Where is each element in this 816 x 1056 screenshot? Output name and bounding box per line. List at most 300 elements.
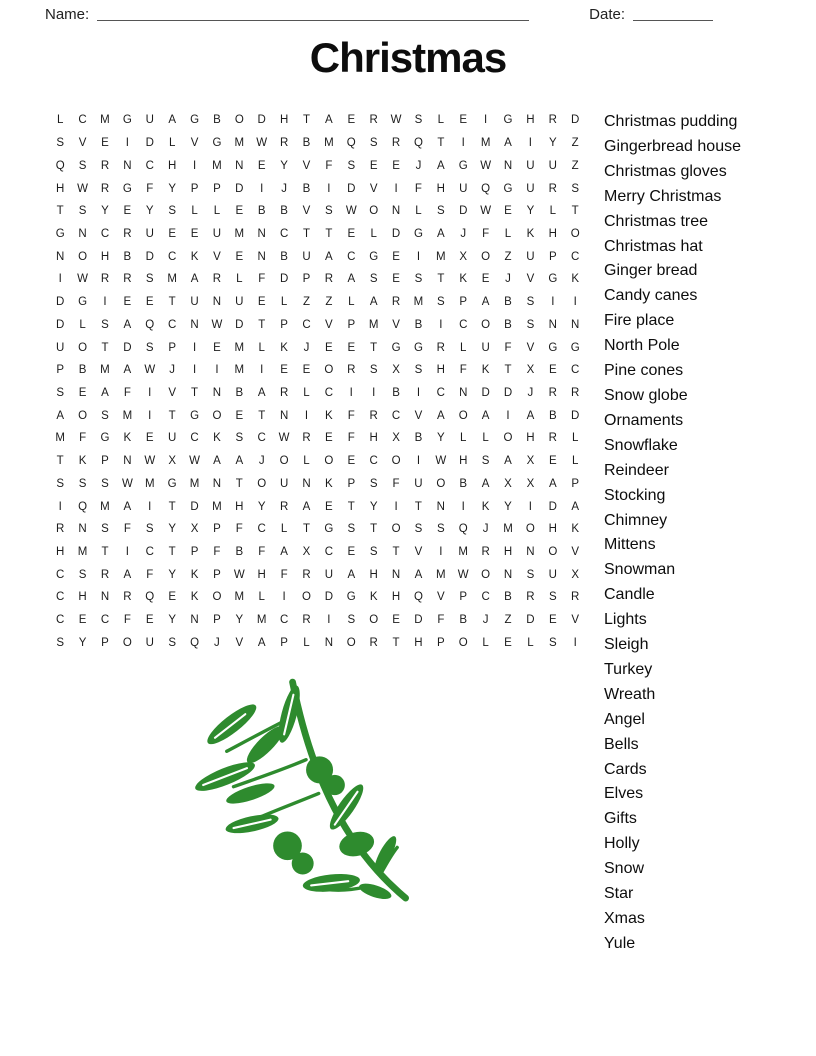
grid-letter: E [168, 227, 176, 240]
grid-letter: L [549, 205, 556, 218]
grid-letter: H [369, 432, 378, 445]
grid-letter: H [56, 546, 65, 559]
grid-letter: Y [145, 205, 154, 218]
grid-letter: Z [302, 296, 310, 309]
grid-letter: B [302, 137, 311, 150]
branch-leaves-and-olives [192, 684, 400, 903]
grid-letter: G [458, 159, 468, 172]
grid-letter: G [346, 591, 356, 604]
grid-letter: U [526, 182, 535, 195]
grid-letter: G [122, 114, 132, 127]
grid-letter: S [526, 318, 535, 331]
grid-letter: C [436, 386, 445, 399]
grid-letter: C [167, 250, 177, 263]
grid-letter: H [78, 591, 87, 604]
grid-letter: I [215, 364, 219, 377]
word-list [604, 110, 741, 957]
grid-letter: S [56, 477, 65, 490]
grid-letter: L [213, 205, 221, 218]
grid-letter: V [302, 205, 311, 218]
grid-letter: C [279, 614, 289, 627]
grid-letter: H [369, 568, 378, 581]
grid-letter: T [437, 273, 445, 286]
grid-letter: E [347, 341, 356, 354]
grid-letter: R [56, 523, 65, 536]
word-list-item: Merry Christmas [604, 187, 722, 205]
grid-letter: C [167, 318, 177, 331]
grid-letter: T [258, 409, 266, 422]
grid-letter: O [548, 546, 558, 559]
grid-letter: O [481, 250, 491, 263]
grid-letter: G [413, 341, 423, 354]
grid-letter: N [302, 477, 311, 490]
grid-letter: P [213, 568, 221, 581]
grid-letter: B [392, 386, 400, 399]
grid-letter: V [414, 546, 423, 559]
grid-letter: S [414, 114, 423, 127]
grid-letter: T [168, 409, 176, 422]
grid-letter: B [235, 386, 244, 399]
grid-letter: Q [458, 523, 468, 536]
grid-letter: V [392, 318, 400, 331]
grid-letter: F [258, 546, 266, 559]
grid-letter: W [480, 205, 492, 218]
grid-letter: I [192, 341, 197, 354]
grid-letter: L [303, 636, 310, 649]
grid-letter: J [482, 614, 489, 627]
grid-letter: K [526, 227, 535, 240]
grid-letter: B [504, 296, 512, 309]
grid-letter: B [213, 114, 221, 127]
grid-letter: X [526, 364, 535, 377]
grid-letter: E [145, 614, 154, 627]
grid-letter: D [235, 318, 244, 331]
grid-letter: O [78, 250, 88, 263]
grid-letter: K [190, 568, 199, 581]
grid-letter: E [392, 614, 400, 627]
grid-letter: I [573, 636, 577, 649]
grid-letter: N [190, 614, 199, 627]
grid-letter: S [56, 137, 65, 150]
grid-letter: D [414, 614, 423, 627]
grid-letter: B [257, 205, 266, 218]
grid-letter: R [548, 386, 557, 399]
grid-letter: D [145, 137, 154, 150]
grid-letter: L [415, 205, 422, 218]
grid-letter: P [190, 546, 199, 559]
grid-letter: L [504, 227, 512, 240]
grid-letter: D [235, 182, 244, 195]
grid-letter: M [234, 137, 245, 150]
grid-letter: Q [413, 591, 423, 604]
grid-letter: C [324, 386, 334, 399]
grid-letter: I [148, 500, 152, 513]
grid-letter: R [571, 386, 580, 399]
grid-letter: U [190, 296, 199, 309]
grid-letter: R [391, 296, 401, 309]
grid-letter: L [460, 432, 467, 445]
grid-letter: D [56, 296, 65, 309]
grid-letter: C [56, 591, 65, 604]
grid-letter: T [370, 341, 378, 354]
grid-letter: K [571, 273, 580, 286]
word-list-item: Mittens [604, 536, 656, 554]
grid-letter: W [189, 455, 200, 468]
grid-letter: T [56, 455, 64, 468]
grid-letter: F [437, 614, 445, 627]
grid-letter: U [324, 568, 334, 581]
grid-letter: I [304, 409, 309, 422]
grid-letter: V [190, 137, 199, 150]
grid-letter: W [390, 114, 402, 127]
grid-letter: K [481, 364, 490, 377]
grid-letter: O [481, 318, 491, 331]
word-list-item: Yule [604, 934, 636, 952]
word-list-item: Angel [604, 710, 645, 728]
grid-letter: P [56, 364, 65, 377]
grid-letter: A [481, 409, 490, 422]
grid-letter: A [56, 409, 65, 422]
word-list-item: Christmas tree [604, 212, 709, 230]
grid-letter: V [414, 409, 423, 422]
grid-letter: E [302, 364, 311, 377]
grid-letter: E [325, 341, 333, 354]
grid-letter: F [347, 409, 355, 422]
grid-letter: I [528, 137, 532, 150]
grid-letter: H [436, 182, 445, 195]
grid-letter: R [548, 182, 557, 195]
grid-letter: A [481, 296, 490, 309]
word-list-item: Elves [604, 785, 644, 803]
grid-letter: E [257, 159, 266, 172]
grid-letter: C [145, 546, 154, 559]
grid-letter: C [100, 227, 110, 240]
grid-letter: R [481, 546, 490, 559]
grid-letter: I [416, 455, 421, 468]
grid-letter: H [548, 227, 557, 240]
word-list-item: Gingerbread house [604, 137, 741, 155]
grid-letter: J [415, 159, 422, 172]
grid-letter: H [526, 432, 535, 445]
grid-letter: L [303, 386, 310, 399]
grid-letter: R [123, 591, 132, 604]
grid-letter: E [101, 137, 109, 150]
grid-letter: P [347, 318, 356, 331]
grid-letter: I [58, 273, 62, 286]
grid-letter: I [484, 114, 488, 127]
grid-letter: D [481, 386, 490, 399]
grid-letter: X [526, 455, 535, 468]
grid-letter: W [457, 568, 469, 581]
grid-letter: P [459, 296, 468, 309]
grid-letter: N [503, 568, 513, 581]
grid-letter: P [213, 523, 221, 536]
grid-letter: I [349, 386, 353, 399]
grid-letter: U [145, 227, 154, 240]
grid-letter: L [258, 591, 265, 604]
grid-letter: S [78, 568, 87, 581]
grid-letter: G [212, 137, 222, 150]
grid-letter: N [391, 205, 401, 218]
grid-letter: O [525, 523, 535, 536]
grid-letter: E [235, 205, 244, 218]
grid-letter: L [482, 432, 489, 445]
grid-letter: E [145, 296, 154, 309]
grid-letter: D [459, 205, 468, 218]
grid-letter: M [122, 409, 133, 422]
word-list-item: Pine cones [604, 362, 684, 380]
grid-letter: Y [78, 636, 87, 649]
grid-letter: Q [145, 591, 155, 604]
grid-letter: T [235, 477, 243, 490]
grid-letter: S [347, 523, 356, 536]
grid-letter: T [392, 546, 400, 559]
grid-letter: C [190, 432, 199, 445]
grid-letter: T [56, 205, 64, 218]
grid-letter: B [504, 591, 512, 604]
grid-letter: O [436, 477, 446, 490]
grid-letter: S [526, 296, 535, 309]
grid-letter: S [325, 205, 333, 218]
grid-letter: N [257, 250, 266, 263]
grid-letter: U [302, 250, 311, 263]
grid-letter: R [369, 114, 378, 127]
grid-letter: V [168, 386, 176, 399]
grid-letter: T [571, 205, 579, 218]
grid-letter: R [324, 273, 334, 286]
grid-letter: L [527, 636, 534, 649]
grid-letter: J [482, 523, 489, 536]
grid-letter: D [190, 500, 199, 513]
grid-letter: L [56, 114, 64, 127]
grid-letter: D [571, 114, 580, 127]
grid-letter: T [347, 500, 355, 513]
grid-letter: S [414, 523, 423, 536]
grid-letter: A [526, 409, 535, 422]
grid-letter: M [436, 250, 446, 263]
grid-letter: Q [78, 500, 88, 513]
grid-letter: V [235, 636, 244, 649]
grid-letter: Z [571, 137, 579, 150]
grid-letter: R [100, 159, 110, 172]
grid-letter: V [78, 137, 87, 150]
grid-letter: K [459, 273, 468, 286]
grid-letter: E [168, 591, 176, 604]
grid-letter: A [302, 500, 311, 513]
grid-letter: U [56, 341, 65, 354]
grid-letter: A [347, 568, 356, 581]
grid-letter: Z [504, 250, 512, 263]
grid-letter: U [235, 296, 244, 309]
word-list-item: Snowflake [604, 436, 678, 454]
grid-letter: Y [101, 205, 109, 218]
grid-letter: R [212, 273, 222, 286]
grid-letter: S [78, 477, 87, 490]
grid-letter: I [394, 500, 398, 513]
grid-letter: P [101, 455, 109, 468]
grid-letter: X [168, 455, 176, 468]
grid-letter: G [503, 182, 513, 195]
grid-letter: T [191, 386, 199, 399]
grid-letter: E [78, 614, 87, 627]
grid-letter: N [56, 250, 65, 263]
grid-letter: T [101, 546, 109, 559]
grid-letter: A [481, 477, 490, 490]
grid-letter: M [436, 568, 446, 581]
grid-letter: W [256, 137, 268, 150]
grid-letter: R [123, 227, 132, 240]
grid-letter: S [78, 205, 87, 218]
grid-letter: V [571, 614, 580, 627]
grid-letter: D [56, 318, 65, 331]
grid-letter: E [392, 159, 400, 172]
grid-letter: C [571, 364, 580, 377]
grid-letter: B [459, 614, 468, 627]
grid-letter: E [481, 273, 490, 286]
grid-letter: I [125, 546, 129, 559]
grid-letter: B [78, 364, 87, 377]
grid-letter: D [257, 114, 266, 127]
grid-letter: L [571, 455, 579, 468]
word-list-item: Snowman [604, 561, 676, 579]
grid-letter: C [257, 432, 266, 445]
grid-letter: L [191, 205, 198, 218]
grid-letter: Y [235, 614, 244, 627]
grid-letter: V [325, 318, 333, 331]
word-list-item: Lights [604, 611, 647, 629]
grid-letter: I [192, 364, 197, 377]
grid-letter: K [280, 341, 288, 354]
grid-letter: G [391, 341, 401, 354]
grid-letter: H [235, 500, 244, 513]
grid-letter: Y [168, 614, 176, 627]
grid-letter: O [503, 432, 513, 445]
date-label: Date: [589, 6, 625, 23]
grid-letter: A [280, 546, 288, 559]
grid-letter: N [100, 591, 110, 604]
grid-letter: X [459, 250, 468, 263]
grid-letter: N [571, 318, 580, 331]
grid-letter: E [548, 455, 557, 468]
grid-letter: C [100, 614, 110, 627]
grid-letter: U [526, 250, 535, 263]
grid-letter: I [327, 614, 331, 627]
grid-letter: A [504, 137, 512, 150]
grid-letter: G [100, 432, 110, 445]
grid-letter: E [190, 227, 199, 240]
grid-letter: E [347, 114, 356, 127]
grid-letter: F [123, 386, 131, 399]
grid-letter: K [190, 250, 199, 263]
grid-letter: E [459, 114, 468, 127]
grid-letter: R [302, 568, 311, 581]
grid-letter: N [123, 455, 132, 468]
grid-letter: F [482, 227, 490, 240]
grid-letter: J [281, 182, 287, 195]
grid-letter: I [528, 500, 532, 513]
grid-letter: U [459, 182, 468, 195]
grid-letter: M [100, 114, 110, 127]
grid-letter: E [369, 159, 378, 172]
grid-letter: U [481, 341, 490, 354]
grid-letter: M [212, 500, 222, 513]
word-list-item: Snow [604, 860, 645, 878]
grid-letter: E [123, 296, 132, 309]
grid-letter: C [279, 227, 289, 240]
grid-letter: P [459, 591, 468, 604]
grid-letter: F [280, 568, 288, 581]
grid-letter: M [100, 364, 110, 377]
grid-letter: C [391, 409, 401, 422]
grid-letter: H [414, 636, 423, 649]
grid-letter: N [123, 159, 132, 172]
grid-letter: M [55, 432, 65, 445]
grid-letter: I [327, 182, 331, 195]
grid-letter: T [414, 500, 422, 513]
grid-letter: B [504, 318, 512, 331]
grid-letter: D [571, 409, 580, 422]
grid-letter: F [79, 432, 87, 445]
grid-letter: Y [257, 500, 266, 513]
grid-letter: Y [548, 137, 557, 150]
grid-letter: M [480, 137, 491, 150]
grid-letter: Q [190, 636, 200, 649]
grid-letter: G [548, 341, 558, 354]
grid-letter: S [235, 432, 244, 445]
grid-letter: X [571, 568, 580, 581]
grid-letter: T [168, 500, 176, 513]
grid-letter: K [213, 432, 221, 445]
grid-letter: N [190, 318, 199, 331]
grid-letter: P [190, 182, 199, 195]
grid-letter: O [346, 636, 356, 649]
grid-letter: C [571, 250, 580, 263]
grid-letter: S [437, 296, 445, 309]
grid-letter: I [192, 159, 197, 172]
grid-letter: V [369, 182, 378, 195]
grid-letter: K [325, 409, 333, 422]
grid-letter: P [347, 477, 356, 490]
grid-letter: H [503, 546, 513, 559]
grid-letter: O [212, 409, 222, 422]
word-list-item: Fire place [604, 312, 675, 330]
grid-letter: A [504, 455, 512, 468]
grid-letter: D [526, 614, 535, 627]
grid-letter: G [548, 273, 558, 286]
grid-letter: E [257, 296, 266, 309]
grid-letter: K [325, 477, 333, 490]
word-list-item: Turkey [604, 660, 653, 678]
grid-letter: G [167, 477, 177, 490]
grid-letter: O [391, 523, 401, 536]
grid-letter: C [56, 614, 65, 627]
grid-letter: J [214, 636, 220, 649]
grid-letter: G [324, 523, 334, 536]
grid-letter: O [369, 205, 379, 218]
grid-letter: U [414, 477, 423, 490]
grid-letter: T [392, 636, 400, 649]
grid-letter: O [324, 455, 334, 468]
word-list-item: Holly [604, 835, 640, 853]
grid-letter: D [145, 250, 154, 263]
grid-letter: T [437, 137, 445, 150]
grid-letter: O [458, 636, 468, 649]
grid-letter: E [78, 386, 87, 399]
grid-letter: J [505, 273, 511, 286]
grid-letter: P [280, 318, 288, 331]
grid-letter: M [413, 296, 424, 309]
grid-letter: S [78, 159, 87, 172]
